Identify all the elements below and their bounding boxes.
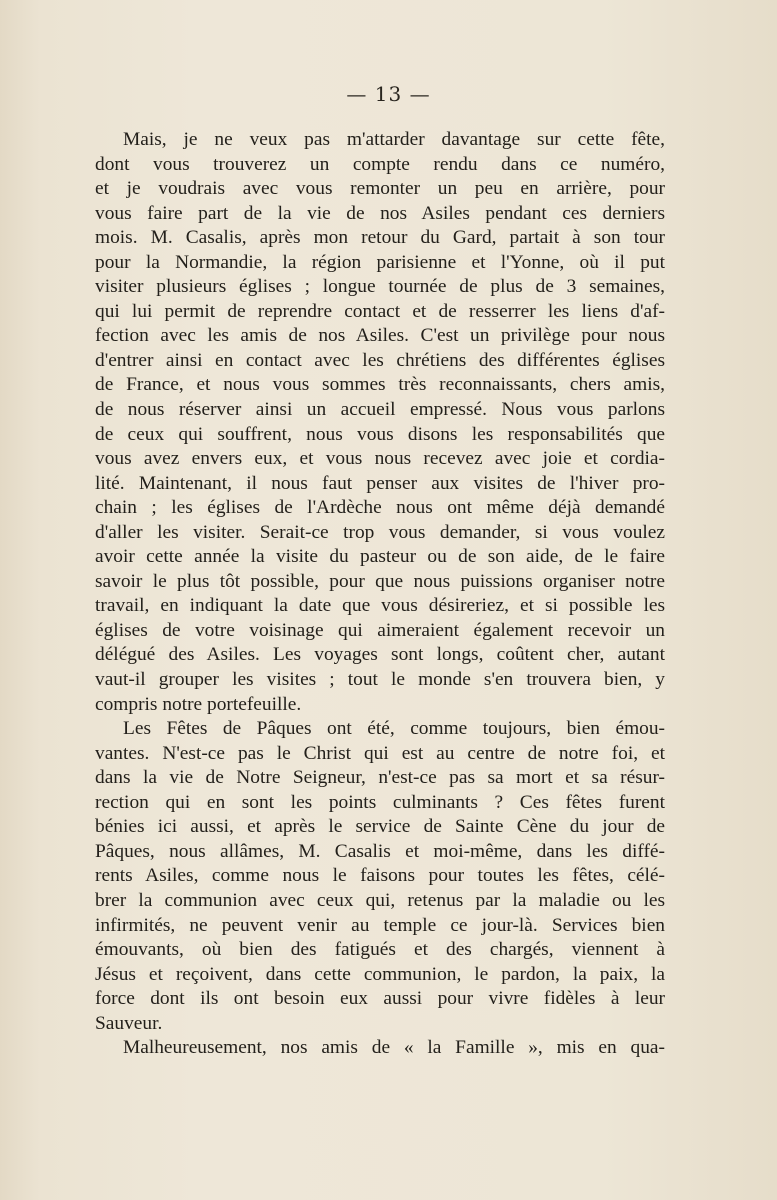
text-line: émouvants, où bien des fatigués et des chargés, viennent à [95, 939, 665, 961]
text-line: Malheureusement, nos amis de « la Famille », mis en qua- [123, 1037, 665, 1059]
text-line: Mais, je ne veux pas m'attarder davantage sur cette fête, [123, 129, 665, 150]
text-line: lité. Maintenant, il nous faut penser aux visites de l'hiver pro- [95, 472, 665, 494]
text-line: vous faire part de la vie de nos Asiles pendant ces derniers [95, 202, 665, 224]
text-line: infirmités, ne peuvent venir au temple ce jour-là. Services bien [95, 914, 665, 936]
text-line: vous avez envers eux, et vous nous recevez avec joie et cordia- [95, 448, 665, 470]
text-line: Sauveur. [95, 1012, 163, 1034]
text-line: rents Asiles, comme nous le faisons pour toutes les fêtes, célé- [95, 865, 665, 887]
text-line: vaut-il grouper les visites ; tout le monde s'en trouvera bien, y [95, 669, 665, 691]
text-line: compris notre portefeuille. [95, 693, 302, 715]
text-line: églises de votre voisinage qui aimeraient également recevoir un [95, 619, 665, 641]
text-line: d'aller les visiter. Serait-ce trop vous demander, si vous voulez [95, 521, 665, 543]
paragraph [95, 1036, 665, 1061]
paragraph [95, 717, 665, 1036]
text-line: fection avec les amis de nos Asiles. C'est un privilège pour nous [95, 325, 665, 347]
text-line: de ceux qui souffrent, nous vous disons les responsabilités que [95, 423, 665, 445]
text-line: de France, et nous vous sommes très reconnaissants, chers amis, [95, 374, 665, 396]
text-line: avoir cette année la visite du pasteur ou de son aide, de le faire [95, 546, 665, 568]
text-line: et je voudrais avec vous remonter un peu en arrière, pour [95, 178, 665, 200]
text-line: force dont ils ont besoin eux aussi pour vivre fidèles à leur [95, 988, 665, 1010]
text-line: d'entrer ainsi en contact avec les chrétiens des différentes églises [95, 349, 665, 371]
page-number: — 13 — [346, 82, 431, 106]
text-line: savoir le plus tôt possible, pour que nous puissions organiser notre [95, 570, 665, 592]
text-line: vantes. N'est-ce pas le Christ qui est au centre de notre foi, et [95, 742, 665, 764]
text-line: Jésus et reçoivent, dans cette communion, le pardon, la paix, la [95, 963, 665, 985]
text-line: dans la vie de Notre Seigneur, n'est-ce pas sa mort et sa résur- [95, 767, 665, 789]
text-line: Les Fêtes de Pâques ont été, comme toujours, bien émou- [123, 718, 665, 740]
text-line: travail, en indiquant la date que vous désireriez, et si possible les [95, 595, 665, 617]
text-line: rection qui en sont les points culminants ? Ces fêtes furent [95, 791, 665, 813]
paragraph [95, 128, 665, 717]
text-line: brer la communion avec ceux qui, retenus par la maladie ou les [95, 889, 665, 911]
text-line: pour la Normandie, la région parisienne et l'Yonne, où il put [95, 251, 665, 273]
text-line: bénies ici aussi, et après le service de Sainte Cène du jour de [95, 816, 665, 838]
text-line: visiter plusieurs églises ; longue tournée de plus de 3 semaines, [95, 276, 665, 298]
text-line: chain ; les églises de l'Ardèche nous ont même déjà demandé [95, 497, 665, 519]
text-line: dont vous trouverez un compte rendu dans ce numéro, [95, 153, 665, 175]
text-line: qui lui permit de reprendre contact et de resserrer les liens d'af- [95, 300, 665, 322]
text-line: mois. M. Casalis, après mon retour du Gard, partait à son tour [95, 227, 665, 249]
text-line: délégué des Asiles. Les voyages sont longs, coûtent cher, autant [95, 644, 665, 666]
text-line: de nous réserver ainsi un accueil empressé. Nous vous parlons [95, 399, 665, 421]
text-line: Pâques, nous allâmes, M. Casalis et moi-même, dans les diffé- [95, 840, 665, 862]
body-text [95, 128, 665, 1061]
